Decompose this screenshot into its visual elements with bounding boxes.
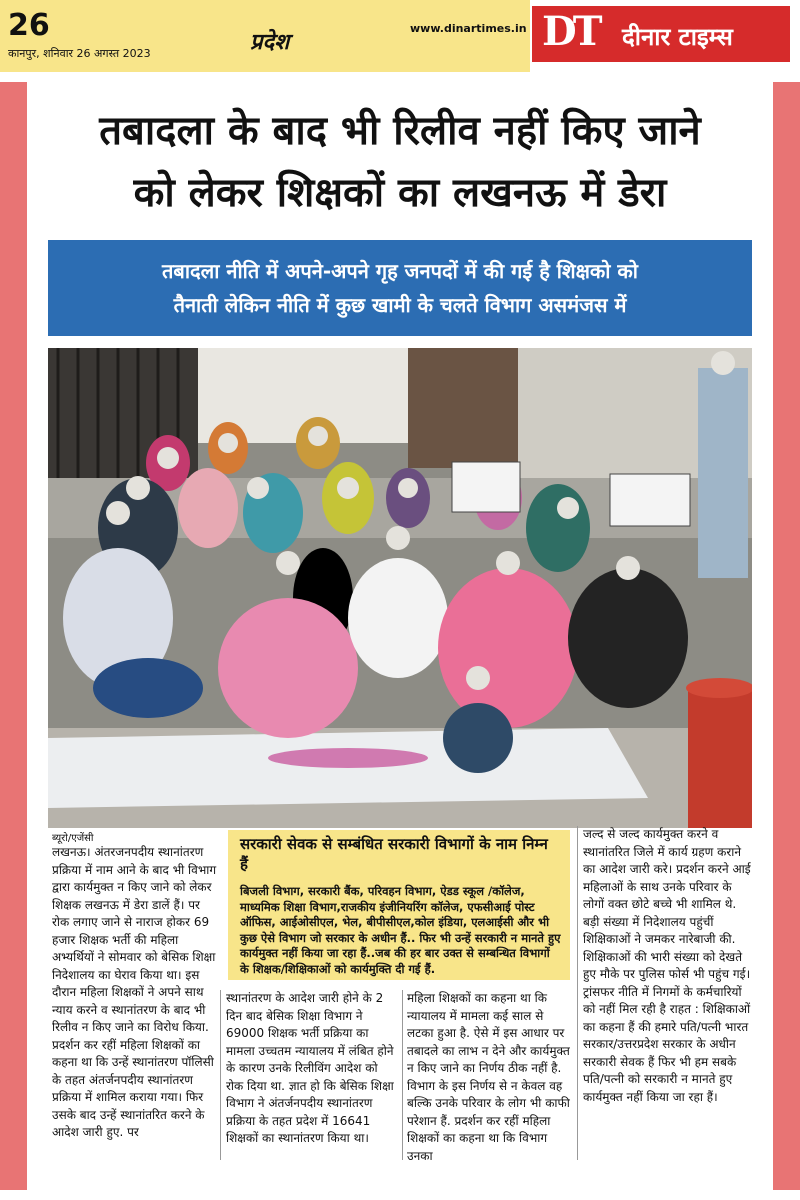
subheadline-line-1: तबादला नीति में अपने-अपने गृह जनपदों में की गई है शिक्षको को (162, 259, 638, 283)
article-column-2: स्थानांतरण के आदेश जारी होने के 2 दिन बाद बेसिक शिक्षा विभाग ने 69000 शिक्षक भर्ती प्रक्रिया का मामला उच्चतम न्यायालय में लंबित होने के कारण उनके रिलीविंग आदेश को रोक दिया था. ज्ञात हो कि बेसिक शिक्षा विभाग ने अंतर्जनपदीय स्थानांतरण प्रक्रिया के तहत प्रदेश में 16641 शिक्षकों का स्थानांतरण किया था। (226, 991, 394, 1145)
left-decorative-bar (0, 82, 27, 1190)
brand-name: दीनार टाइम्स (622, 23, 733, 51)
dateline: कानपुर, शनिवार 26 अगस्त 2023 (8, 47, 151, 60)
section-name: प्रदेश (250, 30, 290, 55)
info-box (228, 830, 570, 980)
protest-photo (48, 348, 752, 828)
page-number: 26 (8, 8, 50, 43)
headline-line-1: तबादला के बाद भी रिलीव नहीं किए जाने (99, 108, 701, 154)
article-column-4: जल्द से जल्द कार्यमुक्त करने व स्थानांतरित जिले में कार्य ग्रहण कराने का आदेश जारी करे। प्रदर्शन करने आई महिलाओं के साथ उनके परिवार के लोगों वक्त छोटे बच्चे भी शामिल थे. बड़ी संख्या में निदेशालय पहुंचीं शिक्षिकाओं ने जमकर नारेबाजी की. शिक्षिकाओं की भारी संख्या को देखते हुए मौके पर पुलिस फोर्स भी पहुंच गई। ट्रांसफर नीति में निगमों के कर्मचारियों को नहीं मिल रही है राहत : शिक्षिकाओं का कहना हैं की हमारे पति/पत्नी भारत सरकार/उत्तरप्रदेश सरकार के अधीन सरकारी सेवक हैं फिर भी हम सबके पति/पत्नी को सरकारी न मानते हुए कार्यमुक्त नहीं किया जा रहा हैं। (583, 827, 751, 1104)
article-column-3: महिला शिक्षकों का कहना था कि न्यायालय में मामला कई साल से लटका हुआ है. ऐसे में इस आधार पर तबादले का लाभ न देने और कार्यमुक्त न किए जाने का निर्णय ठीक नहीं है. विभाग के इस निर्णय से न केवल वह बल्कि उनके परिवार के लोग भी काफी परेशान हैं. प्रदर्शन कर रहीं महिला शिक्षकों का कहना था कि विभाग उनका (407, 991, 570, 1163)
headline-line-2: को लेकर शिक्षकों का लखनऊ में डेरा (133, 170, 667, 216)
subheadline (48, 240, 752, 336)
column-divider (577, 826, 578, 1160)
right-decorative-bar (773, 82, 800, 1190)
headline (28, 100, 772, 224)
info-box-body: बिजली विभाग, सरकारी बैंक, परिवहन विभाग, ऐडड स्कूल /कॉलेज, माध्यमिक शिक्षा विभाग,राजकीय इंजीनियरिंग कॉलेज, एफसीआई पोस्ट ऑफिस, आईओसीएल, भेल, बीपीसीएल,कोल इंडिया, एलआईसी और भी कुछ ऐसे विभाग जो सरकार के अधीन हैं.. फिर भी उन्हें सरकारी न मानते हुए कार्यमुक्त नहीं किया जा रहा हैं..जब की हर बार उक्त से सम्बन्धित विभागों के शिक्षक/शिक्षिकाओं को कार्यमुक्ति दी गई हैं. (240, 884, 561, 976)
article-column-1: लखनऊ। अंतरजनपदीय स्थानांतरण प्रक्रिया में नाम आने के बाद भी विभाग द्वारा कार्यमुक्त न किए जाने को लेकर शिक्षक लखनऊ में डेरा डालें हैं। पर रोक लगाए जाने से नाराज होकर 69 हजार शिक्षक भर्ती की महिला अभ्यर्थियों ने सोमवार को बेसिक शिक्षा निदेशालय का घेराव किया था। इस दौरान महिला शिक्षकों ने अपने साथ न्याय करने व स्थानांतरण के बाद भी रिलीव न किए जाने का विरोध किया. प्रदर्शन कर रहीं महिला शिक्षकों का कहना था कि उन्हें स्थानांतरण पॉलिसी के तहत अंतर्जनपदीय स्थानांतरण प्रक्रिया में शामिल कराया गया। फिर उसके बाद उन्हें स्थानांतरित करने के आदेश जारी हुए. पर (52, 845, 217, 1139)
masthead (0, 0, 800, 72)
column-divider (220, 990, 221, 1160)
website-url: www.dinartimes.in (410, 22, 527, 35)
brand-logo: DT (542, 8, 599, 55)
info-box-title: सरकारी सेवक से सम्बंधित सरकारी विभागों के नाम निम्न हैं (240, 835, 548, 873)
brand-block (532, 6, 790, 62)
byline-credit: ब्यूरो/एजेंसी (52, 833, 94, 844)
subheadline-line-2: तैनाती लेकिन नीति में कुछ खामी के चलते विभाग असमंजस में (173, 293, 627, 317)
column-divider (402, 990, 403, 1160)
